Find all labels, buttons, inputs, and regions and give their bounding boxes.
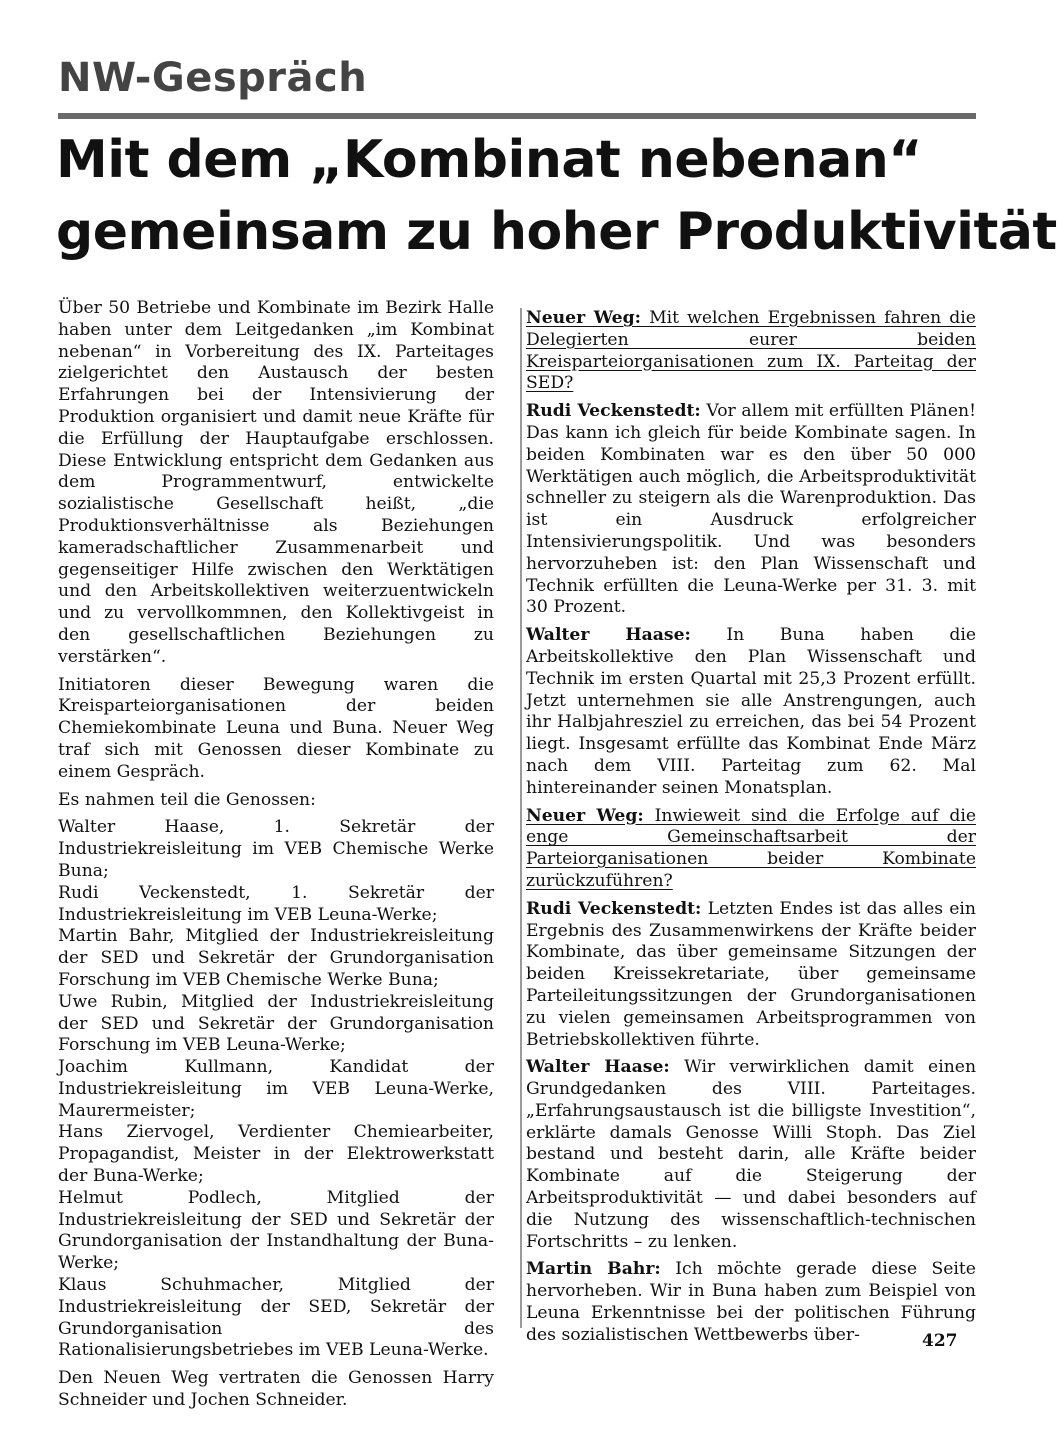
speaker-label: Walter Haase:: [526, 625, 691, 646]
speaker-label: Martin Bahr:: [526, 1259, 661, 1280]
answer-text: Wir verwirklichen damit einen Grundgedanken des VIII. Parteitages. „Erfahrungsaustausch ist die billigste Investition“, erklärte damals Genosse Willi Stoph. Das Ziel bestand und besteht darin, alle Kräfte beider Kombinate auf die Steigerung der Arbeitsproduktivität — und dabei besonders auf die Nutzung des wissenschaftlich-technischen Fortschritts – zu lenken.: [526, 1057, 977, 1252]
speaker-label: Neuer Weg:: [526, 805, 644, 826]
participant-entry: Rudi Veckenstedt, 1. Sekretär der Industriekreisleitung im VEB Leuna-Werke;: [58, 882, 494, 925]
answer-text: Vor allem mit erfüllten Plänen! Das kann ich gleich für beide Kombinate sagen. In beiden Kombinaten war es den über 50 000 Werktätigen auch möglich, die Arbeitsproduktivität schneller zu steigern als die Warenproduktion. Das ist ein Ausdruck erfolgreicher Intensivierungspolitik. Und was besonders hervorzuheben ist: den Plan Wissenschaft und Technik erfüllten die Leuna-Werke per 31. 3. mit 30 Prozent.: [526, 401, 976, 618]
question-text: Mit welchen Ergebnissen fahren die Delegierten eurer beiden Kreisparteiorganisationen zum IX. Parteitag der SED?: [526, 308, 976, 394]
headline-line-2: gemeinsam zu hoher Produktivität: [56, 202, 1057, 262]
answer-text: Letzten Endes ist das alles ein Ergebnis des Zusammenwirkens der Kräfte beider Kombinate, das über gemeinsame Sitzungen der beiden Kreissekretariate, über gemeinsame Parteileitungssitzungen der Grundorganisationen zu vielen gemeinsamen Arbeitsprogrammen von Betriebskollektiven führte.: [526, 898, 976, 1050]
answer-text: In Buna haben die Arbeitskollektive den Plan Wissenschaft und Technik im ersten Quartal mit 25,3 Prozent erfüllt. Jetzt unternehmen sie alle Anstrengungen, auch ihr Halbjahresziel zu erreichen, das bei 54 Prozent liegt. Insgesamt erfüllte das Kombinat Ende März nach dem VIII. Parteitag zum 62. Mal hintereinander seinen Monatsplan.: [526, 625, 976, 798]
interview-answer-2: [526, 625, 976, 799]
intro-paragraph: Über 50 Betriebe und Kombinate im Bezirk Halle haben unter dem Leitgedanken „im Kombinat nebenan“ in Vorbereitung des IX. Parteitages zielgerichtet den Austausch der besten Erfahrungen bei der Intensivierung der Produktion organisiert und damit neue Kräfte für die Erfüllung der Hauptaufgabe erschlossen. Diese Entwicklung entspricht dem Gedanken aus dem Programmentwurf, entwickelte sozialistische Gesellschaft heißt, „die Produktionsverhältnisse als Beziehungen kameradschaftlicher Zusammenarbeit und gegenseitiger Hilfe zwischen den Werktätigen und den Arbeitskollektiven weiterzuentwickeln und zu vervollkommnen, den Kollektivgeist in den gesellschaftlichen Beziehungen zu verstärken“.: [58, 298, 494, 667]
section-kicker: NW-Gespräch: [58, 55, 368, 101]
article-headline: [56, 124, 1057, 268]
interview-answer-4: [526, 1057, 976, 1253]
speaker-label: Rudi Veckenstedt:: [526, 898, 702, 919]
headline-line-1: Mit dem „Kombinat nebenan“: [56, 130, 922, 190]
participant-entry: Uwe Rubin, Mitglied der Industriekreisleitung der SED und Sekretär der Grundorganisation Forschung im VEB Leuna-Werke;: [58, 991, 494, 1056]
speaker-label: Neuer Weg:: [526, 308, 641, 328]
section-rule: [58, 113, 976, 119]
representatives-paragraph: Den Neuen Weg vertraten die Genossen Harry Schneider und Jochen Schneider.: [58, 1368, 494, 1411]
question-text: Inwieweit sind die Erfolge auf die enge Gemeinschaftsarbeit der Parteiorganisationen beider Kombinate zurückzuführen?: [526, 805, 976, 891]
participants-intro: Es nahmen teil die Genossen:: [58, 789, 316, 810]
participant-entry: Helmut Podlech, Mitglied der Industriekreisleitung der SED und Sekretär der Grundorganisation der Instandhaltung der Buna-Werke;: [58, 1187, 494, 1274]
interview-answer-1: [526, 401, 976, 619]
participants-list: [58, 817, 494, 1362]
speaker-label: Walter Haase:: [526, 1057, 670, 1078]
answer-text: Ich möchte gerade diese Seite hervorheben. Wir in Buna haben zum Beispiel von Leuna Erkenntnisse bei der politischen Führung des sozialistischen Wettbewerbs über-: [526, 1259, 976, 1345]
interview-question-1: [526, 308, 976, 395]
participant-entry: Hans Ziervogel, Verdienter Chemiearbeiter, Propagandist, Meister in der Elektrowerkstatt der Buna-Werke;: [58, 1122, 494, 1187]
left-column: [58, 298, 494, 1411]
interview-answer-5: [526, 1259, 976, 1346]
speaker-label: Rudi Veckenstedt:: [526, 401, 701, 422]
page-number: 427: [922, 1331, 958, 1351]
initiators-paragraph: Initiatoren dieser Bewegung waren die Kreisparteiorganisationen der beiden Chemiekombinate Leuna und Buna. Neuer Weg traf sich mit Genossen dieser Kombinate zu einem Gespräch.: [58, 674, 494, 782]
participant-entry: Walter Haase, 1. Sekretär der Industriekreisleitung im VEB Chemische Werke Buna;: [58, 817, 494, 881]
interview-question-2: [526, 806, 976, 893]
participant-entry: Klaus Schuhmacher, Mitglied der Industriekreisleitung der SED, Sekretär der Grundorganisation des Rationalisierungsbetriebes im VEB Leuna-Werke.: [58, 1275, 494, 1361]
participant-entry: Joachim Kullmann, Kandidat der Industriekreisleitung im VEB Leuna-Werke, Maurermeister;: [58, 1057, 494, 1121]
participant-entry: Martin Bahr, Mitglied der Industriekreisleitung der SED und Sekretär der Grundorganisation Forschung im VEB Chemische Werke Buna;: [58, 926, 494, 990]
interview-answer-3: [526, 899, 976, 1052]
